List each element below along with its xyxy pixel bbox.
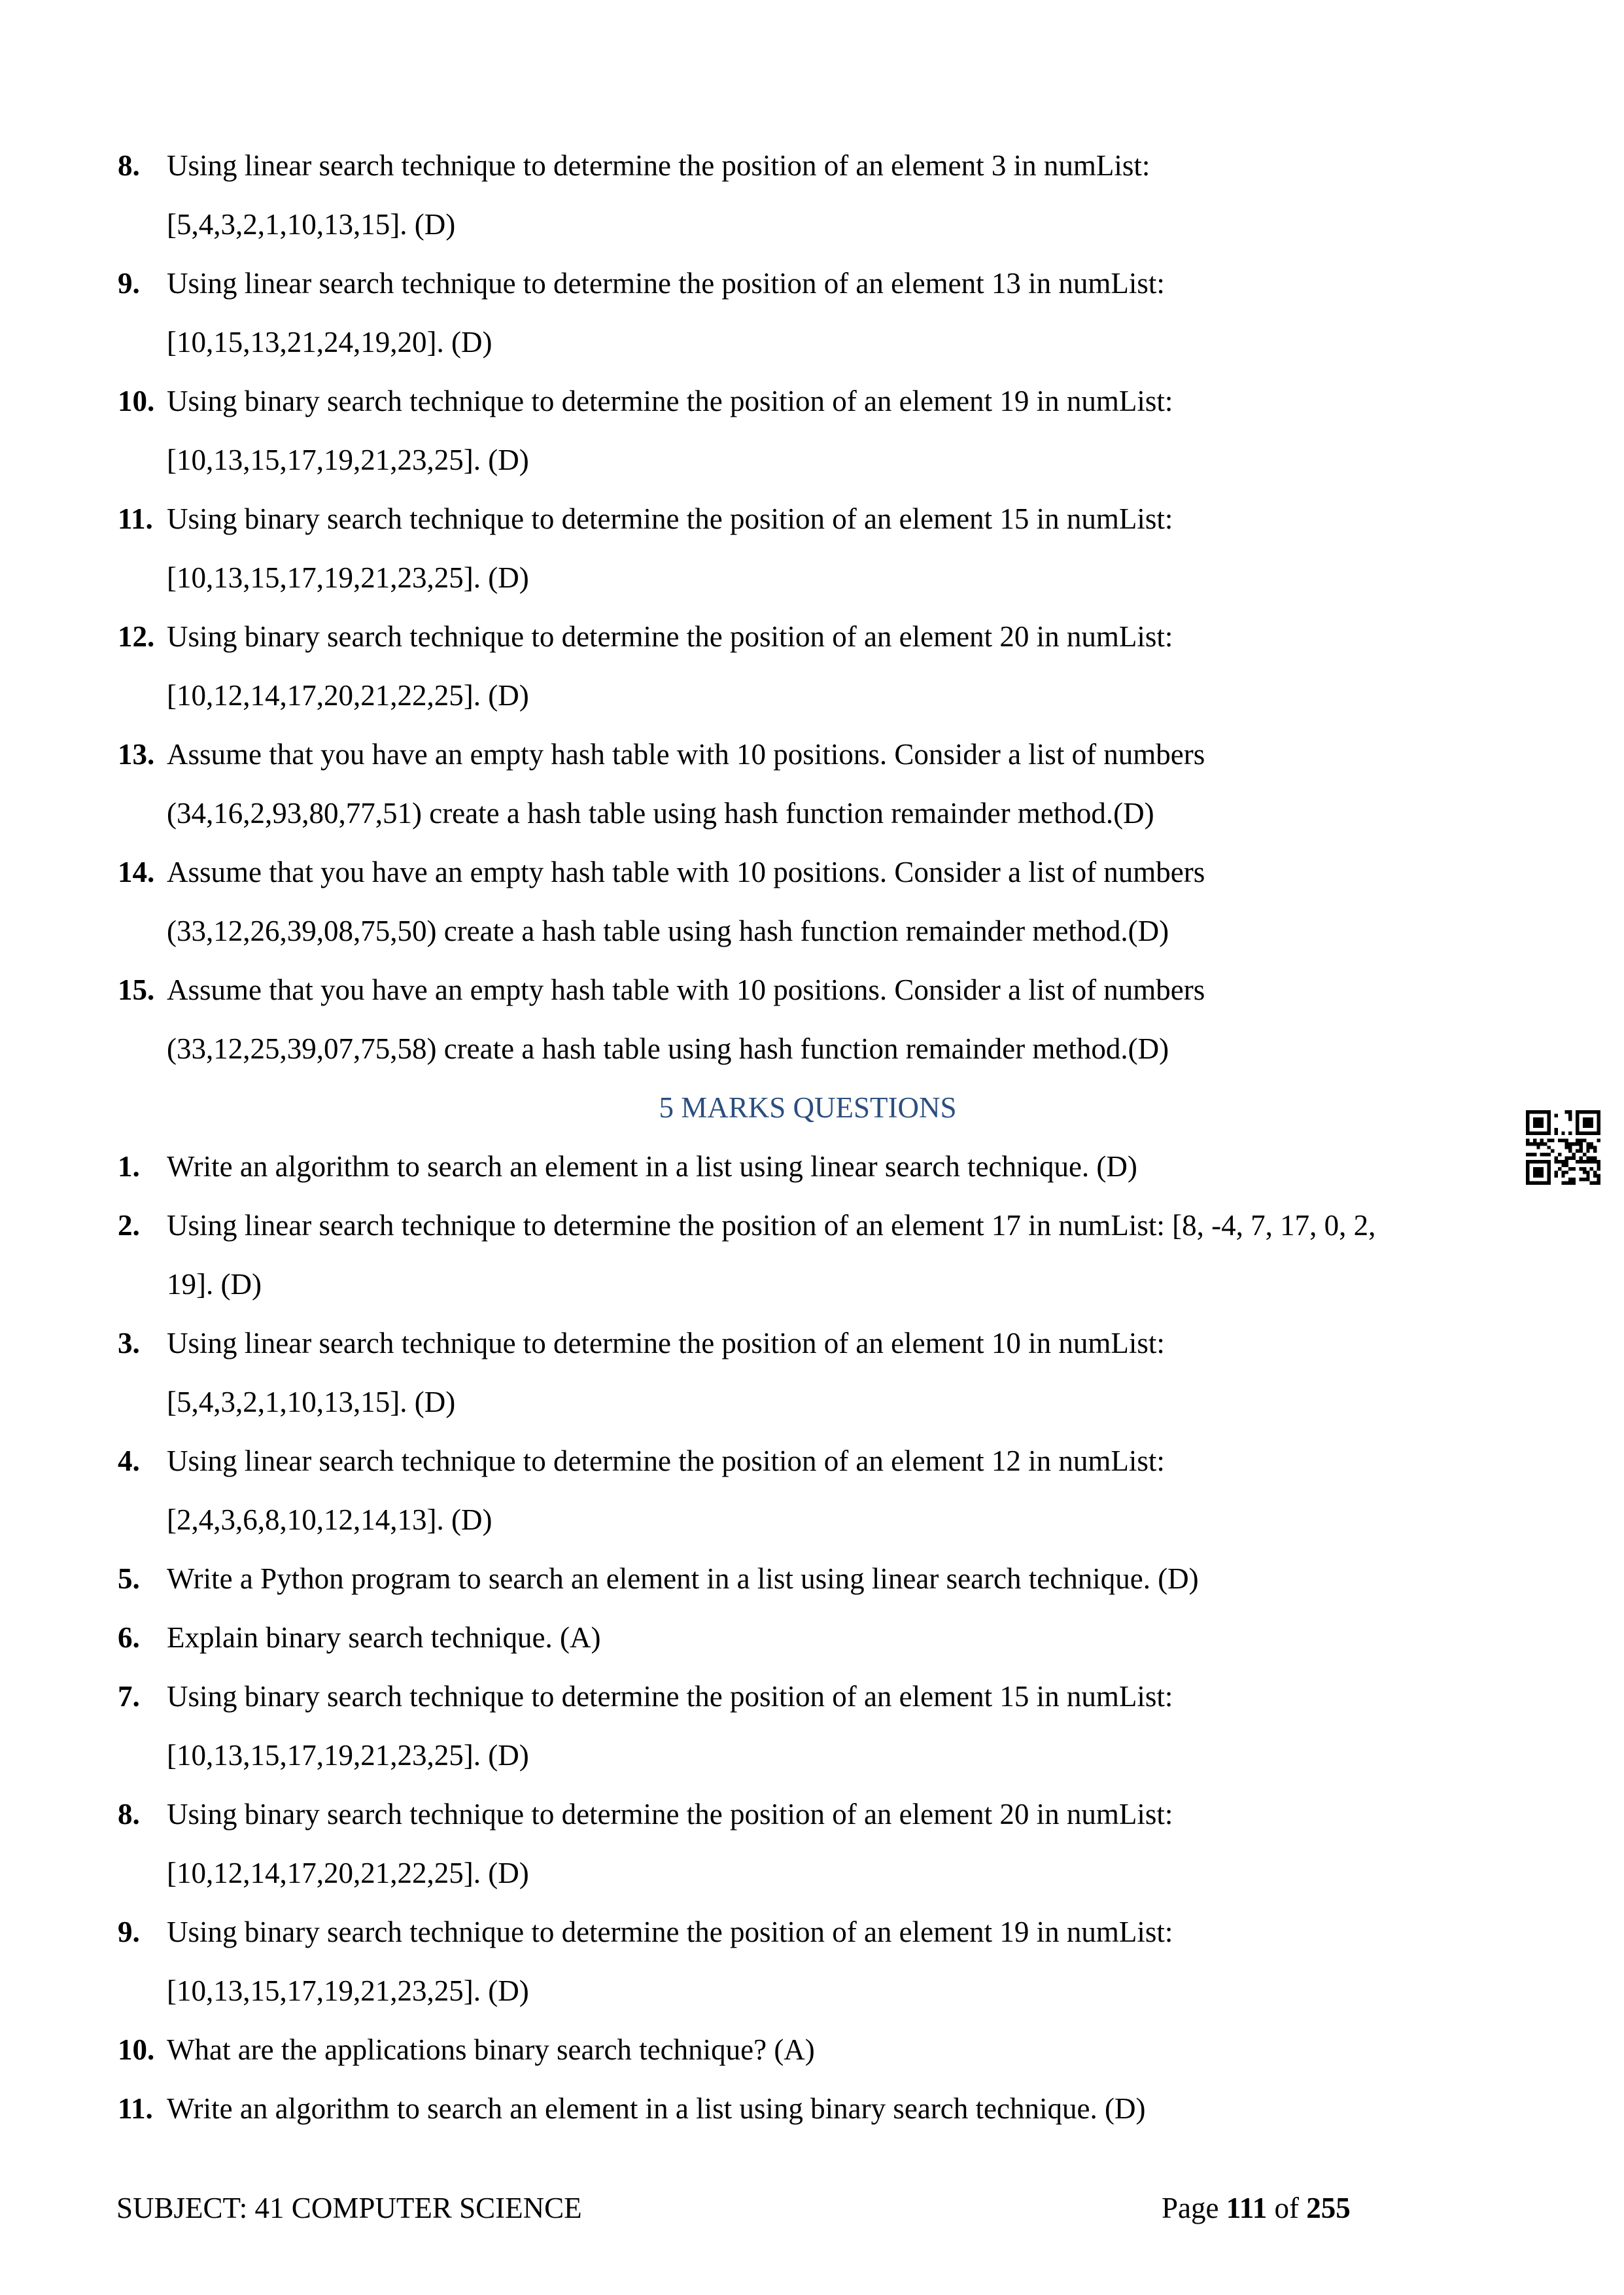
question-item bbox=[0, 136, 1624, 254]
question-item bbox=[0, 1196, 1624, 1314]
question-item bbox=[0, 2020, 1624, 2079]
question-line: [10,13,15,17,19,21,23,25]. (D) bbox=[167, 561, 529, 594]
question-line: [2,4,3,6,8,10,12,14,13]. (D) bbox=[167, 1503, 492, 1536]
question-line: [10,15,13,21,24,19,20]. (D) bbox=[167, 326, 492, 359]
question-item bbox=[0, 372, 1624, 489]
question-number: 7. bbox=[118, 1680, 140, 1713]
question-item bbox=[0, 843, 1624, 960]
question-number: 5. bbox=[118, 1562, 140, 1595]
question-number: 2. bbox=[118, 1209, 140, 1242]
question-number: 12. bbox=[118, 620, 155, 653]
page-label-middle: of bbox=[1267, 2192, 1307, 2224]
question-line: (33,12,25,39,07,75,58) create a hash table using hash function remainder method.(D) bbox=[167, 1032, 1169, 1065]
question-line: Assume that you have an empty hash table with 10 positions. Consider a list of numbers bbox=[167, 738, 1205, 771]
question-line: [10,13,15,17,19,21,23,25]. (D) bbox=[167, 1974, 529, 2007]
question-line: 19]. (D) bbox=[167, 1268, 262, 1301]
question-line: Using linear search technique to determine the position of an element 13 in numList: bbox=[167, 267, 1165, 300]
question-line: Explain binary search technique. (A) bbox=[167, 1621, 601, 1654]
question-line: Assume that you have an empty hash table with 10 positions. Consider a list of numbers bbox=[167, 973, 1205, 1006]
question-number: 10. bbox=[118, 385, 155, 417]
page-total: 255 bbox=[1306, 2192, 1351, 2224]
question-number: 8. bbox=[118, 1798, 140, 1831]
question-number: 8. bbox=[118, 149, 140, 182]
question-item bbox=[0, 1549, 1624, 1608]
question-line: [10,13,15,17,19,21,23,25]. (D) bbox=[167, 1739, 529, 1772]
question-line: Using linear search technique to determine the position of an element 12 in numList: bbox=[167, 1445, 1165, 1477]
question-number: 11. bbox=[118, 502, 153, 535]
question-line: (34,16,2,93,80,77,51) create a hash table using hash function remainder method.(D) bbox=[167, 797, 1154, 830]
question-line: [5,4,3,2,1,10,13,15]. (D) bbox=[167, 1386, 456, 1418]
question-line: [10,12,14,17,20,21,22,25]. (D) bbox=[167, 679, 529, 712]
question-line: Using linear search technique to determine the position of an element 3 in numList: bbox=[167, 149, 1150, 182]
section-heading: 5 MARKS QUESTIONS bbox=[659, 1091, 957, 1124]
question-line: Using binary search technique to determine the position of an element 15 in numList: bbox=[167, 502, 1173, 535]
question-item bbox=[0, 1902, 1624, 2020]
question-line: Using binary search technique to determine the position of an element 15 in numList: bbox=[167, 1680, 1173, 1713]
question-line: Using binary search technique to determine the position of an element 20 in numList: bbox=[167, 1798, 1173, 1831]
question-line: Using binary search technique to determine the position of an element 19 in numList: bbox=[167, 1916, 1173, 1948]
question-number: 11. bbox=[118, 2092, 153, 2125]
question-line: [10,13,15,17,19,21,23,25]. (D) bbox=[167, 444, 529, 476]
question-item bbox=[0, 1667, 1624, 1785]
question-item bbox=[0, 1314, 1624, 1431]
question-item bbox=[0, 254, 1624, 372]
page-indicator bbox=[1162, 2179, 1351, 2237]
question-line: (33,12,26,39,08,75,50) create a hash table using hash function remainder method.(D) bbox=[167, 915, 1169, 947]
question-number: 10. bbox=[118, 2033, 155, 2066]
question-item bbox=[0, 1608, 1624, 1667]
question-line: Using linear search technique to determine the position of an element 17 in numList: [8, -4, 7, 17, 0, 2, bbox=[167, 1209, 1376, 1242]
question-line: [10,12,14,17,20,21,22,25]. (D) bbox=[167, 1857, 529, 1889]
question-line: Using binary search technique to determine the position of an element 19 in numList: bbox=[167, 385, 1173, 417]
questions-area bbox=[0, 136, 1624, 2138]
question-item bbox=[0, 607, 1624, 725]
question-line: Assume that you have an empty hash table with 10 positions. Consider a list of numbers bbox=[167, 856, 1205, 888]
question-number: 14. bbox=[118, 856, 155, 888]
question-number: 4. bbox=[118, 1445, 140, 1477]
question-item bbox=[0, 960, 1624, 1078]
question-item bbox=[0, 1785, 1624, 1902]
question-line: Write a Python program to search an element in a list using linear search technique. (D) bbox=[167, 1562, 1199, 1595]
question-item bbox=[0, 1137, 1624, 1196]
question-number: 15. bbox=[118, 973, 155, 1006]
question-item bbox=[0, 489, 1624, 607]
question-number: 13. bbox=[118, 738, 155, 771]
question-number: 6. bbox=[118, 1621, 140, 1654]
question-line: [5,4,3,2,1,10,13,15]. (D) bbox=[167, 208, 456, 241]
question-line: Using binary search technique to determine the position of an element 20 in numList: bbox=[167, 620, 1173, 653]
question-line: Write an algorithm to search an element in a list using linear search technique. (D) bbox=[167, 1150, 1137, 1183]
question-item bbox=[0, 725, 1624, 843]
footer-subject: SUBJECT: 41 COMPUTER SCIENCE bbox=[116, 2192, 582, 2224]
page-number: 111 bbox=[1226, 2192, 1268, 2224]
question-number: 9. bbox=[118, 267, 140, 300]
qr-code-icon bbox=[1526, 1110, 1600, 1185]
question-number: 9. bbox=[118, 1916, 140, 1948]
question-item bbox=[0, 2079, 1624, 2138]
question-number: 3. bbox=[118, 1327, 140, 1359]
question-line: Write an algorithm to search an element in a list using binary search technique. (D) bbox=[167, 2092, 1146, 2125]
question-number: 1. bbox=[118, 1150, 140, 1183]
question-item bbox=[0, 1431, 1624, 1549]
question-line: Using linear search technique to determine the position of an element 10 in numList: bbox=[167, 1327, 1165, 1359]
page-label-prefix: Page bbox=[1162, 2192, 1226, 2224]
question-line: What are the applications binary search technique? (A) bbox=[167, 2033, 815, 2066]
